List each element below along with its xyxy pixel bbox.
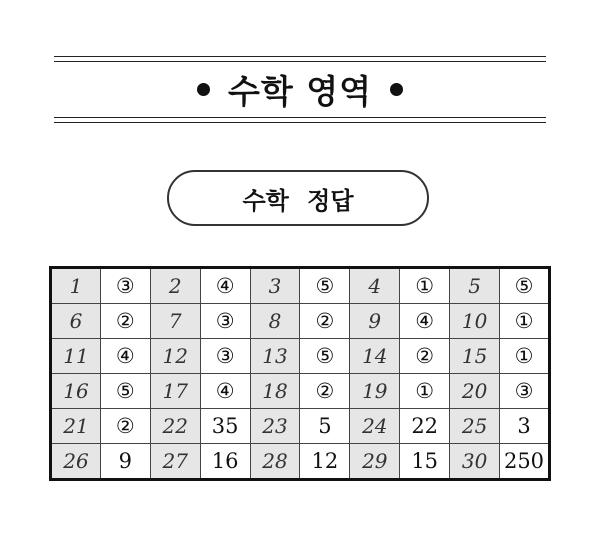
question-number: 11 <box>51 339 101 374</box>
question-number: 7 <box>150 304 200 339</box>
table-row <box>51 339 550 374</box>
question-number: 14 <box>350 339 400 374</box>
question-number: 23 <box>250 409 300 444</box>
question-number: 18 <box>250 374 300 409</box>
answer-value: ③ <box>100 268 150 304</box>
page-title: 수학 영역 <box>227 71 372 111</box>
answer-value: ④ <box>100 339 150 374</box>
answer-value: ② <box>100 409 150 444</box>
table-row <box>51 304 550 339</box>
answer-value: ④ <box>200 374 250 409</box>
answer-value: 250 <box>500 444 550 480</box>
top-rule-inner <box>54 61 546 62</box>
question-number: 29 <box>350 444 400 480</box>
answer-value: ② <box>400 339 450 374</box>
answer-value: ① <box>400 268 450 304</box>
answer-key-label: 수학 정답 <box>167 170 429 226</box>
question-number: 20 <box>450 374 500 409</box>
top-rule-outer <box>54 56 546 57</box>
question-number: 15 <box>450 339 500 374</box>
answer-value: ① <box>500 304 550 339</box>
question-number: 17 <box>150 374 200 409</box>
bullet-icon <box>390 83 403 96</box>
bottom-rule-outer <box>54 122 546 123</box>
answer-value: 35 <box>200 409 250 444</box>
question-number: 28 <box>250 444 300 480</box>
question-number: 19 <box>350 374 400 409</box>
question-number: 10 <box>450 304 500 339</box>
answer-value: 12 <box>300 444 350 480</box>
question-number: 26 <box>51 444 101 480</box>
question-number: 21 <box>51 409 101 444</box>
title-banner <box>54 66 546 112</box>
question-number: 6 <box>51 304 101 339</box>
table-row <box>51 409 550 444</box>
answer-value: ① <box>400 374 450 409</box>
question-number: 27 <box>150 444 200 480</box>
answer-value: ④ <box>400 304 450 339</box>
question-number: 1 <box>51 268 101 304</box>
answer-value: ② <box>100 304 150 339</box>
answer-value: 5 <box>300 409 350 444</box>
table-row <box>51 444 550 480</box>
table-row <box>51 374 550 409</box>
question-number: 12 <box>150 339 200 374</box>
question-number: 3 <box>250 268 300 304</box>
question-number: 4 <box>350 268 400 304</box>
answer-value: 22 <box>400 409 450 444</box>
answer-value: ③ <box>200 304 250 339</box>
answer-value: ④ <box>200 268 250 304</box>
question-number: 22 <box>150 409 200 444</box>
answer-value: ⑤ <box>500 268 550 304</box>
question-number: 5 <box>450 268 500 304</box>
question-number: 24 <box>350 409 400 444</box>
question-number: 16 <box>51 374 101 409</box>
answer-value: ⑤ <box>300 339 350 374</box>
question-number: 25 <box>450 409 500 444</box>
answer-value: 15 <box>400 444 450 480</box>
answer-value: ⑤ <box>100 374 150 409</box>
question-number: 13 <box>250 339 300 374</box>
answer-value: 16 <box>200 444 250 480</box>
answer-value: ① <box>500 339 550 374</box>
question-number: 2 <box>150 268 200 304</box>
answer-value: ③ <box>200 339 250 374</box>
answer-value: ⑤ <box>300 268 350 304</box>
answer-value: 3 <box>500 409 550 444</box>
bottom-rule-inner <box>54 117 546 118</box>
answer-value: 9 <box>100 444 150 480</box>
answer-table <box>49 266 551 481</box>
answer-table-body <box>51 268 550 480</box>
table-row <box>51 268 550 304</box>
question-number: 8 <box>250 304 300 339</box>
answer-value: ③ <box>500 374 550 409</box>
question-number: 9 <box>350 304 400 339</box>
answer-value: ② <box>300 304 350 339</box>
question-number: 30 <box>450 444 500 480</box>
answer-value: ② <box>300 374 350 409</box>
bullet-icon <box>197 83 210 96</box>
